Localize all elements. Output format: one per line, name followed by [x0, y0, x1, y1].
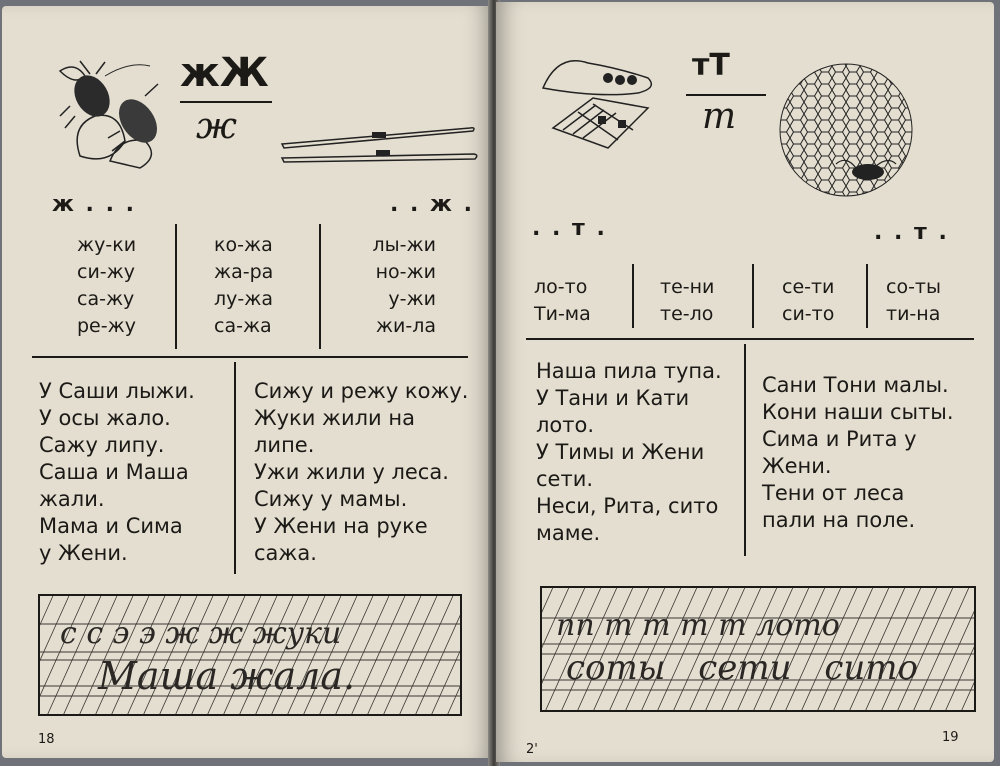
left-page	[2, 6, 492, 758]
sentence-line: у Жени.	[39, 541, 128, 565]
sentence-line: лото.	[536, 413, 595, 437]
sentence-line: Жени.	[762, 454, 832, 478]
syllable: жу-ки	[77, 234, 137, 256]
skis-illustration	[280, 124, 480, 166]
sentence-line: Сижу у мамы.	[254, 487, 408, 511]
syllable: са-жа	[214, 315, 272, 337]
column-divider	[632, 264, 634, 328]
sentence-line: жали.	[39, 487, 105, 511]
sentence-line: сети.	[536, 467, 594, 491]
sentence-line: Тени от леса	[762, 481, 905, 505]
page-number: 19	[942, 730, 959, 745]
syllable: те-ло	[660, 303, 714, 325]
syllable-column-3	[782, 274, 834, 328]
column-divider	[234, 362, 236, 574]
honeycomb-illustration	[776, 60, 916, 200]
syllable: ти-на	[886, 303, 941, 325]
sentences-right	[254, 378, 468, 567]
sentence-line: Саша и Маша	[39, 460, 189, 484]
page-number: 18	[38, 732, 55, 747]
column-divider	[319, 224, 321, 349]
syllable-column-1	[534, 274, 591, 328]
sentence-line: Наша пила тупа.	[536, 359, 722, 383]
sentence-line: У Жени на руке	[254, 514, 428, 538]
syllable: со-ты	[886, 276, 941, 298]
copy-line-1: с с э э ж ж жуки	[60, 616, 342, 651]
letter-script: ж	[196, 106, 237, 147]
page-mark: 2'	[526, 742, 538, 757]
syllable: но-жи	[375, 261, 436, 283]
copybook-box	[540, 586, 976, 712]
column-divider	[744, 344, 746, 556]
beetles-illustration	[50, 56, 170, 171]
sentence-line: Сима и Рита у	[762, 427, 917, 451]
copy-line-2: соты сети сито	[566, 648, 919, 688]
sentences-left	[536, 358, 722, 547]
letter-script: т	[702, 96, 737, 137]
syllable-column-4	[886, 274, 941, 328]
sentence-line: пали на поле.	[762, 508, 916, 532]
syllable: ло-то	[534, 276, 588, 298]
right-page	[496, 2, 994, 762]
syllable: ре-жу	[77, 315, 136, 337]
sentence-line: У Тимы и Жени	[536, 440, 705, 464]
sentence-line: липе.	[254, 433, 315, 457]
sentence-line: У осы жало.	[39, 406, 171, 430]
syllable: лы-жи	[372, 234, 436, 256]
sentence-line: Неси, Рита, сито	[536, 494, 719, 518]
copy-line-1: пп т т т т лото	[556, 608, 840, 643]
pattern-start: . . т .	[532, 216, 607, 241]
syllable: си-то	[782, 303, 835, 325]
lotto-illustration	[538, 48, 668, 156]
sentence-line: Кони наши сыты.	[762, 400, 954, 424]
sentence-line: Сани Тони малы.	[762, 373, 949, 397]
syllable: Ти-ма	[534, 303, 591, 325]
syllable-column-2	[660, 274, 714, 328]
column-divider	[752, 264, 754, 328]
sentence-line: сажа.	[254, 541, 317, 565]
copybook-box	[38, 594, 462, 716]
sentence-line: Сижу и режу кожу.	[254, 379, 469, 403]
sentence-line: У Тани и Кати	[536, 386, 690, 410]
sentence-line: Ужи жили у леса.	[254, 460, 449, 484]
pattern-end: . . т .	[874, 220, 949, 245]
sentence-line: Мама и Сима	[39, 514, 183, 538]
sentences-left	[39, 378, 195, 567]
syllable-column-3	[364, 232, 436, 340]
syllable-column-2	[214, 232, 273, 340]
column-divider	[175, 224, 177, 349]
syllable: ко-жа	[214, 234, 273, 256]
sentence-line: маме.	[536, 521, 601, 545]
syllable: са-жу	[77, 288, 135, 310]
syllable: се-ти	[782, 276, 835, 298]
sentence-line: У Саши лыжи.	[39, 379, 195, 403]
syllable: лу-жа	[214, 288, 274, 310]
section-divider	[526, 338, 974, 340]
column-divider	[866, 264, 868, 328]
syllable: жа-ра	[214, 261, 274, 283]
letter-print: тТ	[692, 48, 730, 83]
fraction-line	[180, 101, 272, 103]
pattern-start: ж . . .	[52, 192, 136, 217]
sentences-right	[762, 372, 954, 534]
syllable: те-ни	[660, 276, 715, 298]
copy-line-2: Маша жала.	[98, 654, 356, 698]
section-divider	[32, 356, 468, 358]
syllable: си-жу	[77, 261, 136, 283]
pattern-end: . . ж .	[390, 192, 474, 217]
syllable: у-жи	[388, 288, 436, 310]
letter-print: жЖ	[180, 50, 269, 96]
syllable-column-1	[77, 232, 136, 340]
sentence-line: Жуки жили на	[254, 406, 415, 430]
syllable: жи-ла	[375, 315, 436, 337]
sentence-line: Сажу липу.	[39, 433, 165, 457]
